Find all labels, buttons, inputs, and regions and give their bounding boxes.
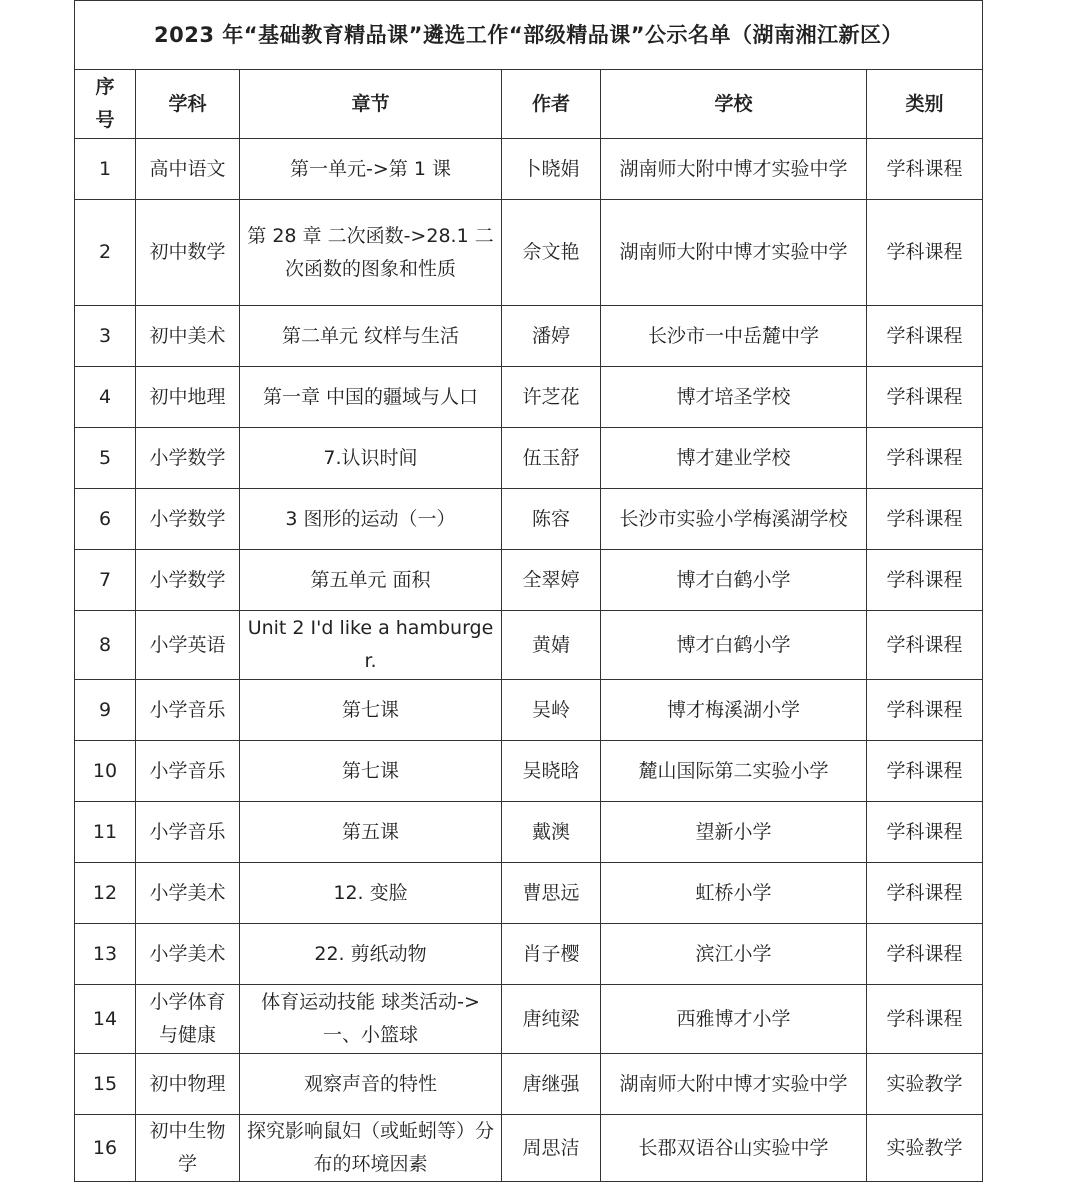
table-row bbox=[75, 863, 983, 924]
cell-category: 学科课程 bbox=[867, 367, 983, 428]
cell-school: 博才培圣学校 bbox=[601, 367, 867, 428]
table-row bbox=[75, 985, 983, 1054]
cell-no: 6 bbox=[75, 489, 136, 550]
cell-school: 博才白鹤小学 bbox=[601, 550, 867, 611]
table-row bbox=[75, 924, 983, 985]
cell-subject: 初中物理 bbox=[136, 1054, 240, 1115]
cell-chapter: 第一单元->第 1 课 bbox=[240, 139, 502, 200]
cell-author: 吴晓晗 bbox=[502, 741, 601, 802]
cell-chapter: Unit 2 I'd like a hamburger. bbox=[240, 611, 502, 680]
cell-category: 学科课程 bbox=[867, 802, 983, 863]
cell-no: 11 bbox=[75, 802, 136, 863]
cell-subject: 小学数学 bbox=[136, 489, 240, 550]
cell-no: 7 bbox=[75, 550, 136, 611]
cell-chapter: 观察声音的特性 bbox=[240, 1054, 502, 1115]
cell-category: 学科课程 bbox=[867, 306, 983, 367]
award-list-table bbox=[74, 0, 983, 1182]
cell-school: 博才白鹤小学 bbox=[601, 611, 867, 680]
cell-no: 12 bbox=[75, 863, 136, 924]
cell-subject: 初中生物学 bbox=[136, 1115, 240, 1182]
cell-chapter: 探究影响鼠妇（或蚯蚓等）分布的环境因素 bbox=[240, 1115, 502, 1182]
cell-school: 长沙市实验小学梅溪湖学校 bbox=[601, 489, 867, 550]
cell-subject: 小学数学 bbox=[136, 428, 240, 489]
cell-no: 4 bbox=[75, 367, 136, 428]
header-subject: 学科 bbox=[136, 70, 240, 139]
cell-no: 9 bbox=[75, 680, 136, 741]
table-row bbox=[75, 306, 983, 367]
cell-author: 唐继强 bbox=[502, 1054, 601, 1115]
cell-chapter: 22. 剪纸动物 bbox=[240, 924, 502, 985]
cell-category: 实验教学 bbox=[867, 1115, 983, 1182]
cell-subject: 小学音乐 bbox=[136, 680, 240, 741]
cell-category: 学科课程 bbox=[867, 985, 983, 1054]
cell-chapter: 12. 变脸 bbox=[240, 863, 502, 924]
cell-school: 西雅博才小学 bbox=[601, 985, 867, 1054]
cell-subject: 小学体育与健康 bbox=[136, 985, 240, 1054]
cell-author: 黄婧 bbox=[502, 611, 601, 680]
table-row bbox=[75, 367, 983, 428]
cell-category: 学科课程 bbox=[867, 680, 983, 741]
cell-no: 5 bbox=[75, 428, 136, 489]
cell-author: 戴澳 bbox=[502, 802, 601, 863]
cell-no: 8 bbox=[75, 611, 136, 680]
table-row bbox=[75, 680, 983, 741]
cell-no: 10 bbox=[75, 741, 136, 802]
cell-subject: 小学美术 bbox=[136, 924, 240, 985]
cell-school: 望新小学 bbox=[601, 802, 867, 863]
cell-chapter: 第五课 bbox=[240, 802, 502, 863]
cell-category: 实验教学 bbox=[867, 1054, 983, 1115]
cell-category: 学科课程 bbox=[867, 924, 983, 985]
table-row bbox=[75, 428, 983, 489]
cell-chapter: 3 图形的运动（一） bbox=[240, 489, 502, 550]
cell-category: 学科课程 bbox=[867, 550, 983, 611]
cell-category: 学科课程 bbox=[867, 489, 983, 550]
cell-no: 16 bbox=[75, 1115, 136, 1182]
table-row bbox=[75, 550, 983, 611]
cell-chapter: 第二单元 纹样与生活 bbox=[240, 306, 502, 367]
cell-category: 学科课程 bbox=[867, 611, 983, 680]
cell-subject: 小学英语 bbox=[136, 611, 240, 680]
table-row bbox=[75, 1054, 983, 1115]
table-row bbox=[75, 200, 983, 306]
cell-category: 学科课程 bbox=[867, 863, 983, 924]
table-row bbox=[75, 139, 983, 200]
cell-subject: 初中地理 bbox=[136, 367, 240, 428]
cell-author: 陈容 bbox=[502, 489, 601, 550]
cell-subject: 小学音乐 bbox=[136, 802, 240, 863]
header-author: 作者 bbox=[502, 70, 601, 139]
cell-chapter: 7.认识时间 bbox=[240, 428, 502, 489]
cell-school: 虹桥小学 bbox=[601, 863, 867, 924]
table-row bbox=[75, 489, 983, 550]
cell-school: 滨江小学 bbox=[601, 924, 867, 985]
cell-category: 学科课程 bbox=[867, 139, 983, 200]
cell-author: 佘文艳 bbox=[502, 200, 601, 306]
cell-subject: 小学音乐 bbox=[136, 741, 240, 802]
cell-no: 15 bbox=[75, 1054, 136, 1115]
header-category: 类别 bbox=[867, 70, 983, 139]
cell-subject: 初中美术 bbox=[136, 306, 240, 367]
table-body bbox=[75, 139, 983, 1182]
cell-category: 学科课程 bbox=[867, 741, 983, 802]
cell-chapter: 第七课 bbox=[240, 741, 502, 802]
cell-no: 3 bbox=[75, 306, 136, 367]
cell-subject: 初中数学 bbox=[136, 200, 240, 306]
table-row bbox=[75, 802, 983, 863]
cell-school: 麓山国际第二实验小学 bbox=[601, 741, 867, 802]
table-title: 2023 年“基础教育精品课”遴选工作“部级精品课”公示名单（湖南湘江新区） bbox=[75, 1, 983, 70]
cell-category: 学科课程 bbox=[867, 428, 983, 489]
cell-school: 长郡双语谷山实验中学 bbox=[601, 1115, 867, 1182]
table-row bbox=[75, 611, 983, 680]
table-row bbox=[75, 741, 983, 802]
cell-author: 唐纯梁 bbox=[502, 985, 601, 1054]
cell-school: 湖南师大附中博才实验中学 bbox=[601, 1054, 867, 1115]
cell-author: 吴岭 bbox=[502, 680, 601, 741]
cell-chapter: 体育运动技能 球类活动->一、小篮球 bbox=[240, 985, 502, 1054]
cell-author: 卜晓娟 bbox=[502, 139, 601, 200]
document bbox=[74, 0, 982, 1182]
cell-no: 13 bbox=[75, 924, 136, 985]
header-school: 学校 bbox=[601, 70, 867, 139]
cell-author: 肖子樱 bbox=[502, 924, 601, 985]
cell-chapter: 第五单元 面积 bbox=[240, 550, 502, 611]
cell-chapter: 第七课 bbox=[240, 680, 502, 741]
table-row bbox=[75, 1115, 983, 1182]
cell-school: 湖南师大附中博才实验中学 bbox=[601, 200, 867, 306]
cell-category: 学科课程 bbox=[867, 200, 983, 306]
cell-chapter: 第一章 中国的疆域与人口 bbox=[240, 367, 502, 428]
cell-author: 周思洁 bbox=[502, 1115, 601, 1182]
cell-author: 潘婷 bbox=[502, 306, 601, 367]
cell-author: 全翠婷 bbox=[502, 550, 601, 611]
cell-subject: 小学数学 bbox=[136, 550, 240, 611]
cell-author: 许芝花 bbox=[502, 367, 601, 428]
cell-subject: 小学美术 bbox=[136, 863, 240, 924]
cell-subject: 高中语文 bbox=[136, 139, 240, 200]
cell-author: 曹思远 bbox=[502, 863, 601, 924]
cell-no: 14 bbox=[75, 985, 136, 1054]
cell-no: 1 bbox=[75, 139, 136, 200]
header-no: 序号 bbox=[75, 70, 136, 139]
header-chapter: 章节 bbox=[240, 70, 502, 139]
cell-chapter: 第 28 章 二次函数->28.1 二次函数的图象和性质 bbox=[240, 200, 502, 306]
cell-school: 湖南师大附中博才实验中学 bbox=[601, 139, 867, 200]
table-header-row bbox=[75, 70, 983, 139]
cell-no: 2 bbox=[75, 200, 136, 306]
cell-author: 伍玉舒 bbox=[502, 428, 601, 489]
cell-school: 博才梅溪湖小学 bbox=[601, 680, 867, 741]
cell-school: 长沙市一中岳麓中学 bbox=[601, 306, 867, 367]
cell-school: 博才建业学校 bbox=[601, 428, 867, 489]
